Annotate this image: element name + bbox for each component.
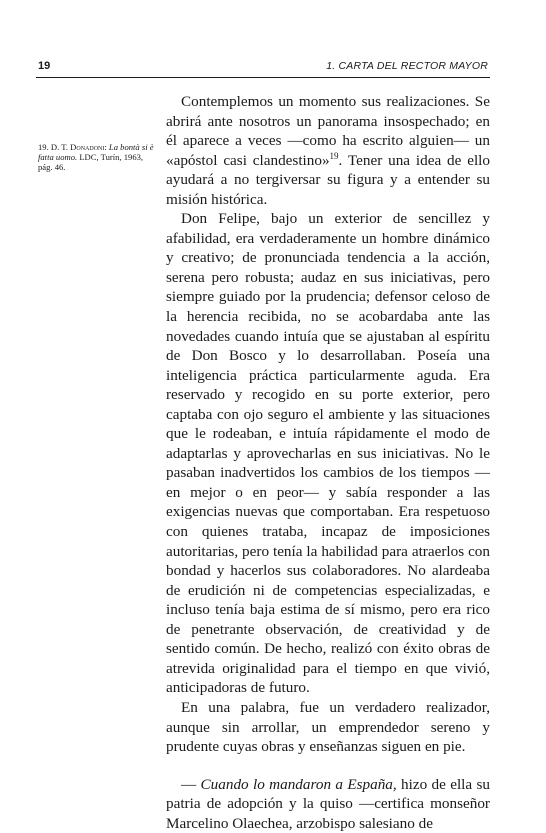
paragraph-4-text: hizo de ella su patria de adopción y la quiso —certifica monseñor Marcelino Olaechea, arzobispo salesiano de [166,775,490,832]
footnote-author-initials: D. T. [50,142,69,152]
paragraph-1 [166,92,490,209]
footnote-19: 19. D. T. Donadoni: La bontà si è fatta uomo. LDC, Turín, 1963, pág. 46. [38,142,154,173]
paragraph-4-italic: Cuando lo mandaron a España, [200,775,397,793]
body-text [166,92,490,833]
running-title: 1. CARTA DEL RECTOR MAYOR [326,60,488,72]
paragraph-4-dash: — [181,775,201,793]
footnote-reference: 19 [329,150,339,161]
paragraph-2: Don Felipe, bajo un exterior de sencillez y afabilidad, era verdaderamente un hombre dinámico y creativo; de pronunciada tendencia a la acción, serena pero robusta; audaz en sus iniciativas, pero siempre guiado por la prudencia; defensor celoso de la herencia recibida, no se acobardaba ante las novedades cuando intuía que se ajustaban al espíritu de Don Bosco y lo desarrollaban. Poseía una inteligencia práctica particularmente aguda. Era reservado y recogido en su porte exterior, pero captaba con ojo seguro el ambiente y las situaciones que le rodeaban, e intuía rápidamente el modo de adaptarlas y aprovecharlas en sus iniciativas. No le pasaban inadvertidos los cambios de los tiempos —en mejor o en peor— y sabía responder a las exigencias nuevas que comportaban. Era respetuoso con quienes trataba, incapaz de imposiciones autoritarias, pero tenía la habilidad para atraerlos con bondad y hacerlos sus colaboradores. No alardeaba de erudición ni de competencias especializadas, e incluso tenía baja estima de sí mismo, pero era rico de penetrante observación, de creatividad y de sentido común. De hecho, realizó con éxito obras de atrevida originalidad para el tiempo en que vivió, anticipadoras de futuro. [166,210,490,697]
footnote-author-surname: Donadoni [70,142,105,152]
page-number: 19 [38,60,51,72]
paragraph-1-text: Contemplemos un momento sus realizaciones. Se abrirá ante nosotros un panorama insospechado; en él aparece a veces —como ha escrito alguien— un «apóstol casi clandestino» [166,93,490,169]
footnote-publisher: LDC, Turín, 1963, pág. 46. [38,152,144,173]
paragraph-4 [166,775,490,833]
header-rule [36,77,490,78]
paragraph-1-text-end: . Tener una idea de ello ayudará a no tergiversar su figura y a entender su misión histórica. [166,151,490,208]
footnote-title: La bontà si è fatta uomo. [38,142,154,163]
footnote-number: 19. [38,142,49,152]
paragraph-3: En una palabra, fue un verdadero realizador, aunque sin arrollar, un emprendedor sereno y prudente cuyas obras y enseñanzas siguen en pie. [166,698,490,756]
